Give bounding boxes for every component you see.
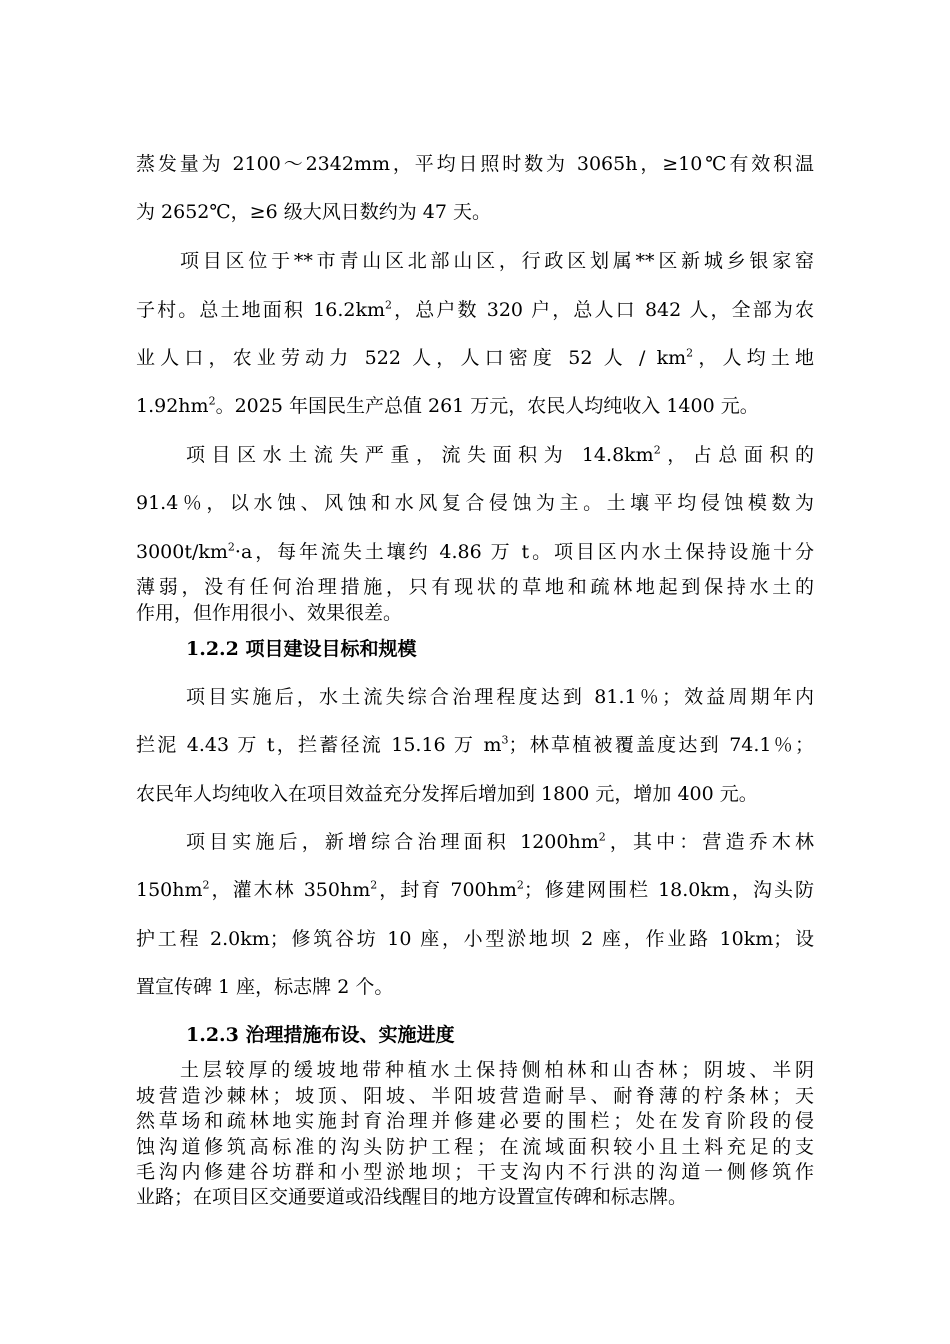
text-line: 业人口，农业劳动力 522 人，人口密度 52 人 / $km^2$，人均土地 xyxy=(136,346,814,369)
text-line: 子村。总土地面积 $16.2km^2$，总户数 320 户，总人口 842 人，全部为农 xyxy=(136,298,814,321)
text-line: 农民年人均纯收入在项目效益充分发挥后增加到 1800 元，增加 400 元。 xyxy=(136,783,758,805)
text-line: 置宣传碑 1 座，标志牌 2 个。 xyxy=(136,976,394,998)
text-line: 91.4％，以水蚀、风蚀和水风复合侵蚀为主。土壤平均侵蚀模数为 xyxy=(136,492,814,514)
text-line: 作用，但作用很小、效果很差。 xyxy=(136,602,403,624)
text-line: 护工程 2.0km；修筑谷坊 10 座，小型淤地坝 2 座，作业路 10km；设 xyxy=(136,928,814,950)
text-line: $150hm^2$，灌木林 $350hm^2$，封育 $700hm^2$；修建网围栏 18.0km，沟头防 xyxy=(136,878,814,901)
text-line: 毛沟内修建谷坊群和小型淤地坝；干支沟内不行洪的沟道一侧修筑作 xyxy=(136,1161,814,1183)
text-line: $3000t/km^2\cdot a$，每年流失土壤约 4.86 万 t。项目区内水土保持设施十分 xyxy=(136,540,814,563)
text-line: 为 2652℃，≥6 级大风日数约为 47 天。 xyxy=(136,201,491,223)
text-line: 然草场和疏林地实施封育治理并修建必要的围栏；处在发育阶段的侵 xyxy=(136,1110,814,1132)
text-line: 项目区水土流失严重，流失面积为 $14.8km^2$，占总面积的 xyxy=(186,443,814,466)
section-heading: 1.2.3 治理措施布设、实施进度 xyxy=(186,1024,455,1046)
text-line: $1.92hm^2$。2025 年国民生产总值 261 万元，农民人均纯收入 1400 元。 xyxy=(136,394,759,417)
text-line: 项目区位于**市青山区北部山区，行政区划属**区新城乡银家窑 xyxy=(180,250,814,272)
text-line: 坡营造沙棘林；坡顶、阳坡、半阳坡营造耐旱、耐脊薄的柠条林；天 xyxy=(136,1085,814,1107)
text-line: 蚀沟道修筑高标准的沟头防护工程；在流域面积较小且土料充足的支 xyxy=(136,1136,814,1158)
text-line: 土层较厚的缓坡地带种植水土保持侧柏林和山杏林；阴坡、半阴 xyxy=(180,1059,814,1081)
text-line: 项目实施后，新增综合治理面积 $1200hm^2$，其中：营造乔木林 xyxy=(186,830,814,853)
text-line: 项目实施后，水土流失综合治理程度达到 81.1％；效益周期年内 xyxy=(186,686,814,708)
text-line: 业路；在项目区交通要道或沿线醒目的地方设置宣传碑和标志牌。 xyxy=(136,1186,688,1208)
text-line: 拦泥 4.43 万 t，拦蓄径流 15.16 万 $m^3$；林草植被覆盖度达到 74.1％； xyxy=(136,733,814,756)
text-line: 薄弱，没有任何治理措施，只有现状的草地和疏林地起到保持水土的 xyxy=(136,576,814,598)
text-line: 蒸发量为 2100～2342mm，平均日照时数为 3065h，≥10℃有效积温 xyxy=(136,153,814,175)
section-heading: 1.2.2 项目建设目标和规模 xyxy=(186,638,417,660)
